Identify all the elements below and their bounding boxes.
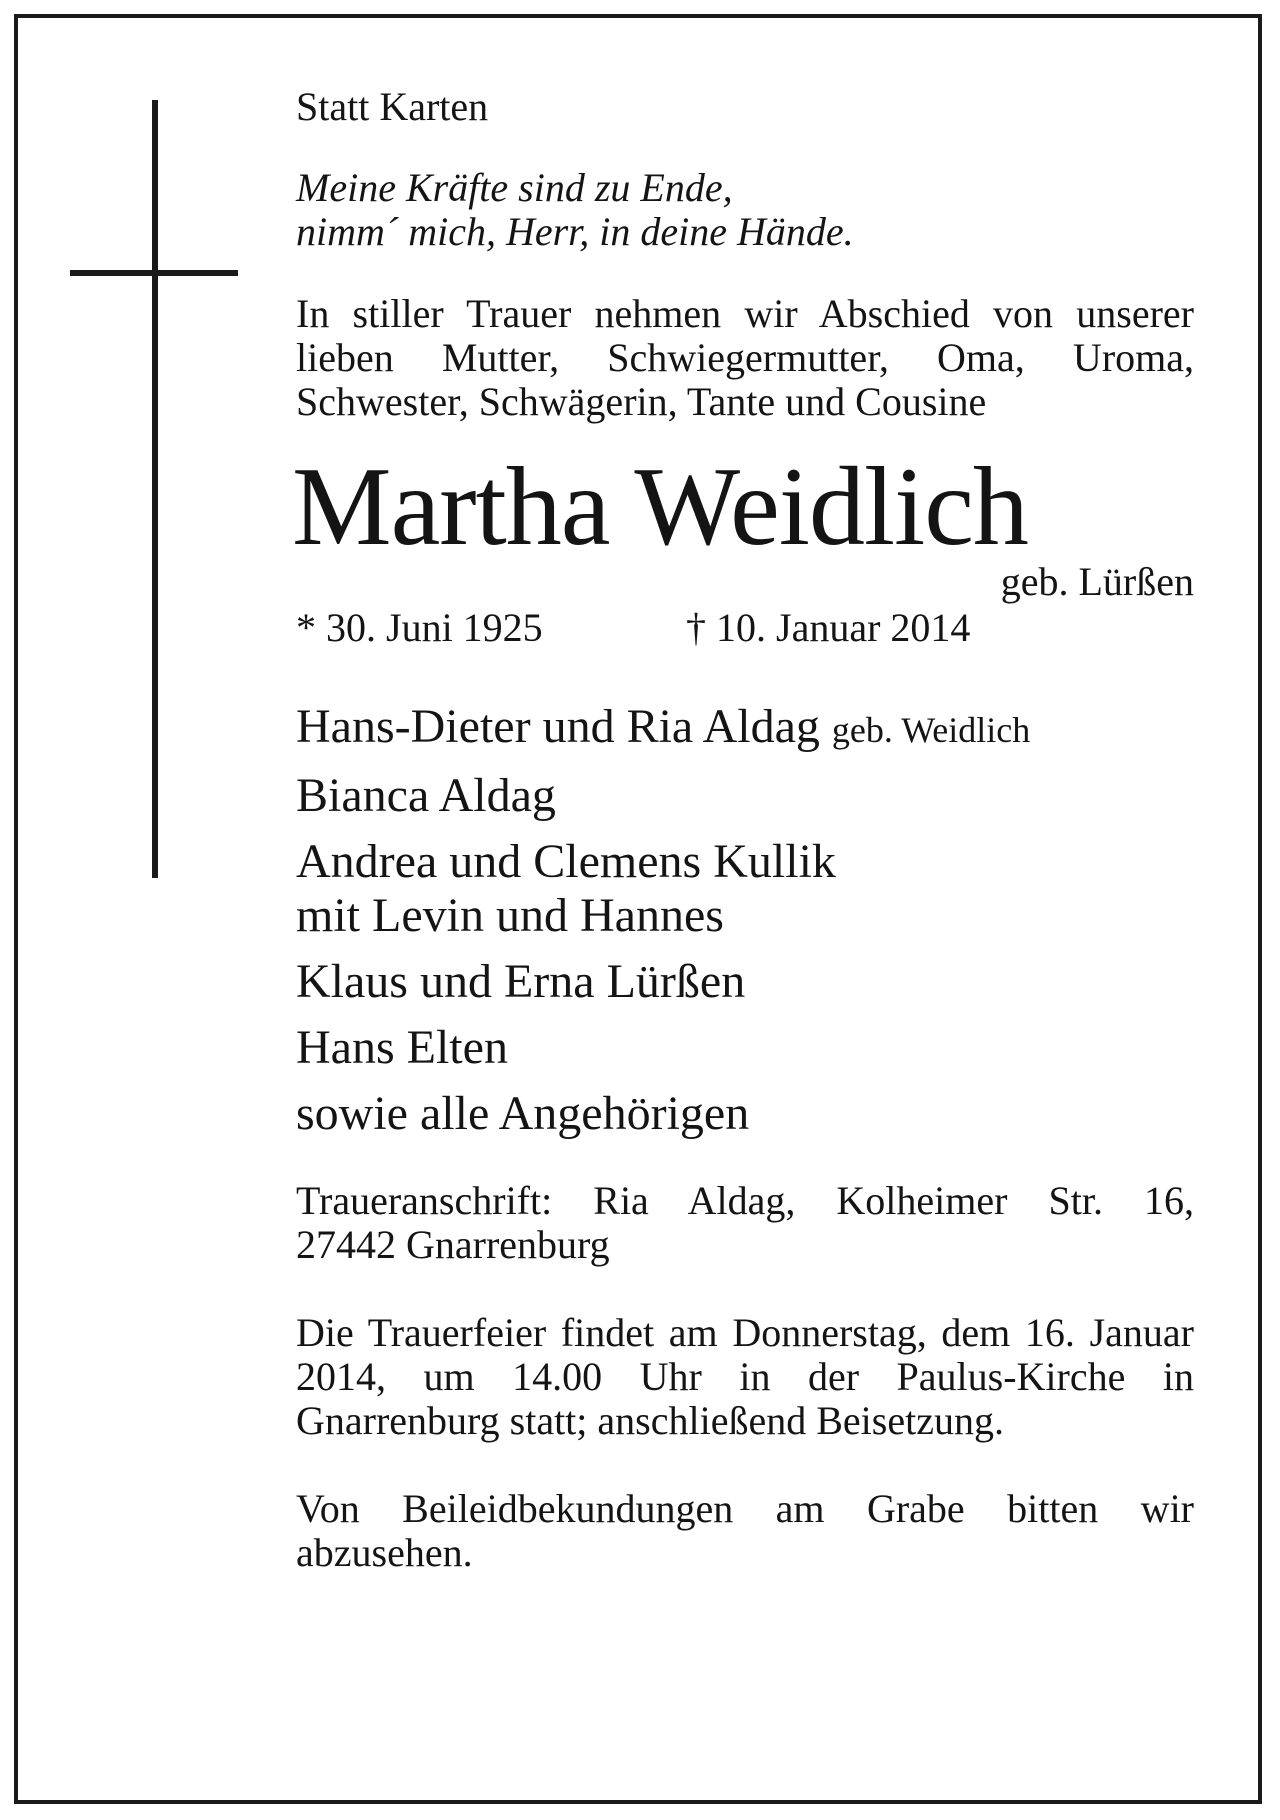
mourner-entry: Hans Elten (296, 1021, 508, 1074)
mourner-entry: Klaus und Erna Lürßen (296, 955, 746, 1008)
intro-text: In stiller Trauer nehmen wir Abschied von unserer lieben Mutter, Schwiegermutter, Oma, Uroma, Schwester, Schwägerin, Tante und Cousine (296, 291, 1194, 424)
life-dates (296, 606, 1194, 650)
address-line: 27442 Gnarrenburg (296, 1222, 610, 1267)
birth-date: * 30. Juni 1925 (296, 605, 543, 650)
notice-header: Statt Karten (296, 84, 489, 129)
cross-icon-vertical-bar (152, 100, 158, 878)
mourner-maiden-note: geb. Weidlich (831, 710, 1031, 750)
verse-line: nimm´ mich, Herr, in deine Hände. (296, 209, 854, 254)
deceased-maiden-name: geb. Lürßen (1000, 559, 1194, 604)
condolence-note: Von Beileidbekundungen am Grabe bitten wir abzusehen. (296, 1486, 1194, 1575)
mourner-entry: Bianca Aldag (296, 769, 556, 822)
mourner-entry: sowie alle Angehörigen (296, 1087, 750, 1140)
verse (296, 166, 1194, 254)
mourner-name: Hans-Dieter und Ria Aldag (296, 700, 820, 753)
address-line: Traueranschrift: Ria Aldag, Kolheimer Str. 16, (296, 1178, 1194, 1223)
funeral-info: Die Trauerfeier findet am Donnerstag, dem 16. Januar 2014, um 14.00 Uhr in der Paulus-Kirche in Gnarrenburg statt; anschließend Beisetzung. (296, 1310, 1194, 1443)
verse-line: Meine Kräfte sind zu Ende, (296, 165, 733, 210)
mourners-list (296, 700, 1194, 1141)
mourner-entry (296, 835, 1194, 943)
death-date: † 10. Januar 2014 (686, 605, 971, 650)
mourner-entry (296, 700, 1194, 757)
obituary-content (292, 84, 1194, 1575)
mourning-address (296, 1179, 1194, 1267)
mourner-children: mit Levin und Hannes (296, 889, 724, 942)
cross-icon-horizontal-bar (70, 270, 238, 276)
mourner-name: Andrea und Clemens Kullik (296, 835, 836, 888)
deceased-name: Martha Weidlich (292, 445, 1028, 569)
